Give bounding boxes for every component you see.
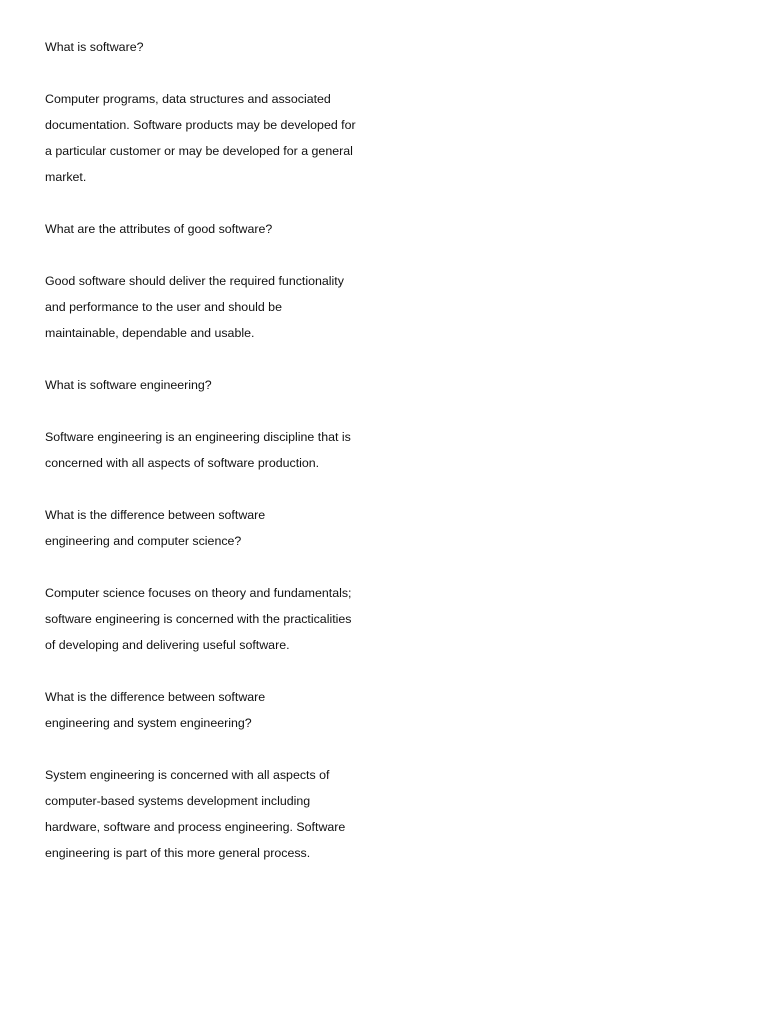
qa-section	[45, 34, 425, 216]
answer-text: Good software should deliver the required functionality	[45, 274, 344, 288]
question-text: What are the attributes of good software?	[45, 222, 273, 236]
answer-text: a particular customer or may be developed for a general	[45, 144, 353, 158]
qa-section	[45, 216, 425, 372]
answer-text: computer-based systems development including	[45, 794, 311, 808]
spacer	[45, 190, 425, 216]
answer-text: of developing and delivering useful software.	[45, 638, 290, 652]
answer-text: Computer programs, data structures and associated	[45, 92, 331, 106]
answer-text: concerned with all aspects of software production.	[45, 456, 320, 470]
question-text: What is the difference between software	[45, 690, 266, 704]
spacer	[45, 658, 425, 684]
spacer	[45, 398, 425, 424]
answer-text: market.	[45, 170, 87, 184]
spacer	[45, 476, 425, 502]
answer-text: engineering is part of this more general process.	[45, 846, 311, 860]
spacer	[45, 242, 425, 268]
question-text: What is the difference between software	[45, 508, 266, 522]
document-body	[45, 34, 425, 866]
answer-text: maintainable, dependable and usable.	[45, 326, 255, 340]
spacer	[45, 554, 425, 580]
answer-text: System engineering is concerned with all aspects of	[45, 768, 330, 782]
answer-text: documentation. Software products may be developed for	[45, 118, 356, 132]
answer-text: and performance to the user and should be	[45, 300, 282, 314]
question-text: What is software?	[45, 40, 144, 54]
qa-section	[45, 684, 425, 866]
spacer	[45, 60, 425, 86]
question-text: engineering and system engineering?	[45, 716, 252, 730]
question-text: What is software engineering?	[45, 378, 212, 392]
spacer	[45, 346, 425, 372]
question-text: engineering and computer science?	[45, 534, 242, 548]
qa-section	[45, 502, 425, 684]
answer-text: Computer science focuses on theory and fundamentals;	[45, 586, 352, 600]
answer-text: Software engineering is an engineering discipline that is	[45, 430, 351, 444]
qa-section	[45, 372, 425, 502]
spacer	[45, 736, 425, 762]
answer-text: software engineering is concerned with the practicalities	[45, 612, 352, 626]
answer-text: hardware, software and process engineering. Software	[45, 820, 346, 834]
